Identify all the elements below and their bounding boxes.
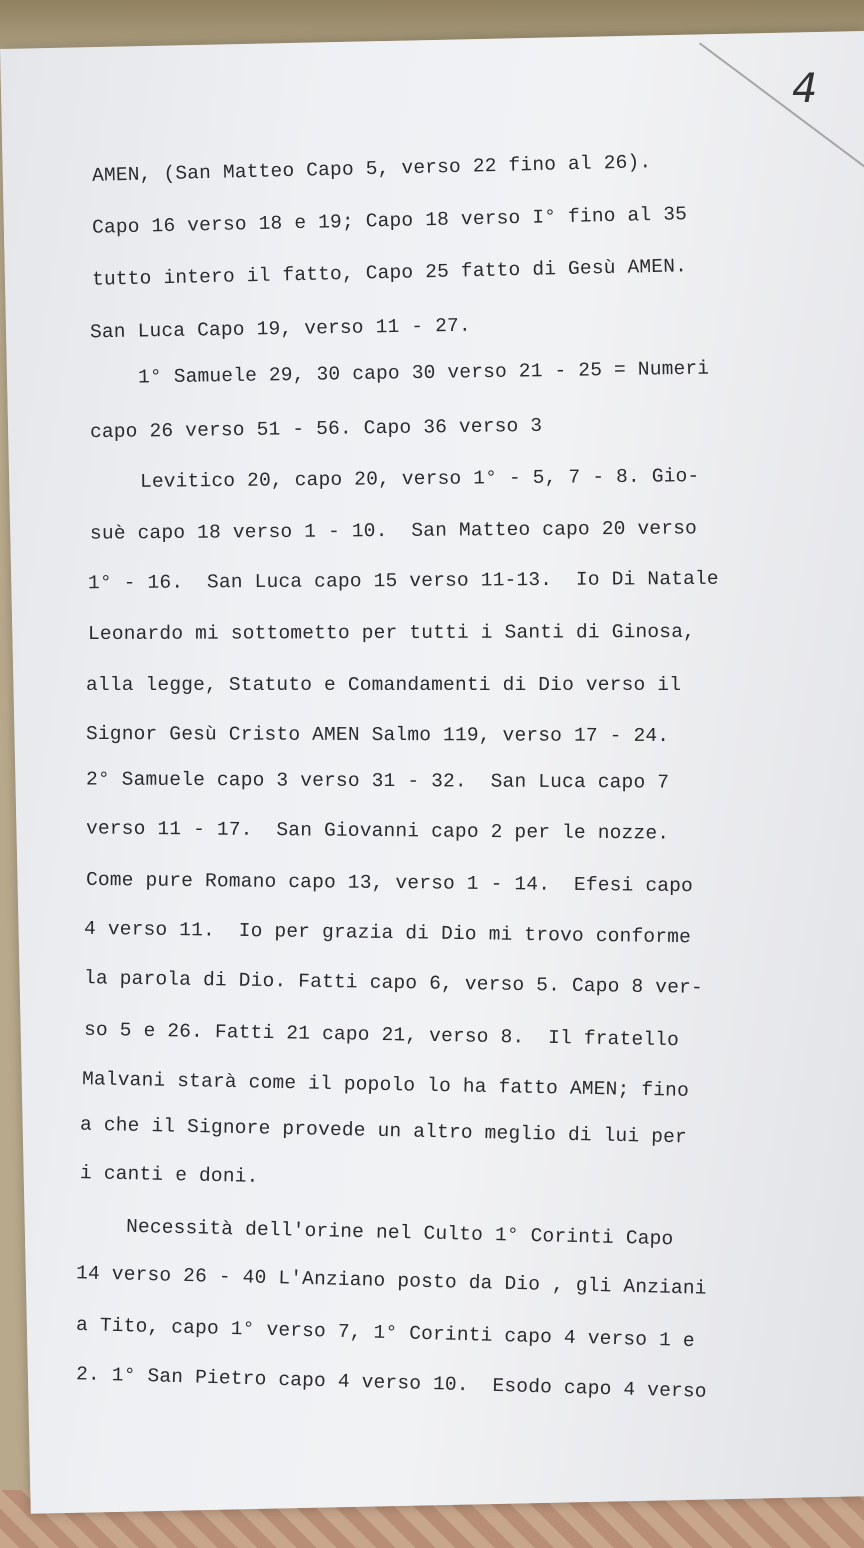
text-line: capo 26 verso 51 - 56. Capo 36 verso 3 [89,414,543,444]
text-line: la parola di Dio. Fatti capo 6, verso 5. Capo 8 ver- [83,967,704,999]
text-line: 4 verso 11. Io per grazia di Dio mi trovo conforme [83,917,692,949]
text-line: tutto intero il fatto, Capo 25 fatto di Gesù AMEN. [91,255,688,291]
handwritten-page-number: 4 [792,66,818,112]
text-line: Levitico 20, capo 20, verso 1° - 5, 7 - 8. Gio- [139,465,700,493]
text-line: 1° Samuele 29, 30 capo 30 verso 21 - 25 = Numeri [137,357,710,389]
text-line: suè capo 18 verso 1 - 10. San Matteo capo 20 verso [89,517,698,545]
text-line: alla legge, Statuto e Comandamenti di Dio verso il [86,674,682,696]
text-line: Capo 16 verso 18 e 19; Capo 18 verso I° fino al 35 [91,203,688,239]
text-line: a Tito, capo 1° verso 7, 1° Corinti capo 4 verso 1 e [75,1313,696,1353]
text-line: a che il Signore provede un altro meglio di lui per [79,1113,688,1149]
text-line: 2° Samuele capo 3 verso 31 - 32. San Luca capo 7 [85,768,670,794]
text-line: AMEN, (San Matteo Capo 5, verso 22 fino al 26). [91,151,652,187]
text-line: 14 verso 26 - 40 L'Anziano posto da Dio , gli Anziani [75,1262,707,1300]
text-line: San Luca Capo 19, verso 11 - 27. [89,314,472,344]
text-line: so 5 e 26. Fatti 21 capo 21, verso 8. Il fratello [83,1018,680,1052]
text-line: Leonardo mi sottometto per tutti i Santi di Ginosa, [87,620,696,646]
text-line: 2. 1° San Pietro capo 4 verso 10. Esodo capo 4 verso [75,1363,707,1403]
text-line: verso 11 - 17. San Giovanni capo 2 per le nozze. [85,817,670,845]
text-line: 1° - 16. San Luca capo 15 verso 11-13. Io Di Natale [87,567,719,595]
text-line: Signor Gesù Cristo AMEN Salmo 119, verso 17 - 24. [85,722,670,748]
text-line: Come pure Romano capo 13, verso 1 - 14. Efesi capo [85,868,694,898]
text-line: Necessità dell'orine nel Culto 1° Corinti Capo [125,1215,674,1251]
text-line: Malvani starà come il popolo lo ha fatto AMEN; fino [81,1068,690,1102]
text-line: i canti e doni. [79,1162,259,1188]
